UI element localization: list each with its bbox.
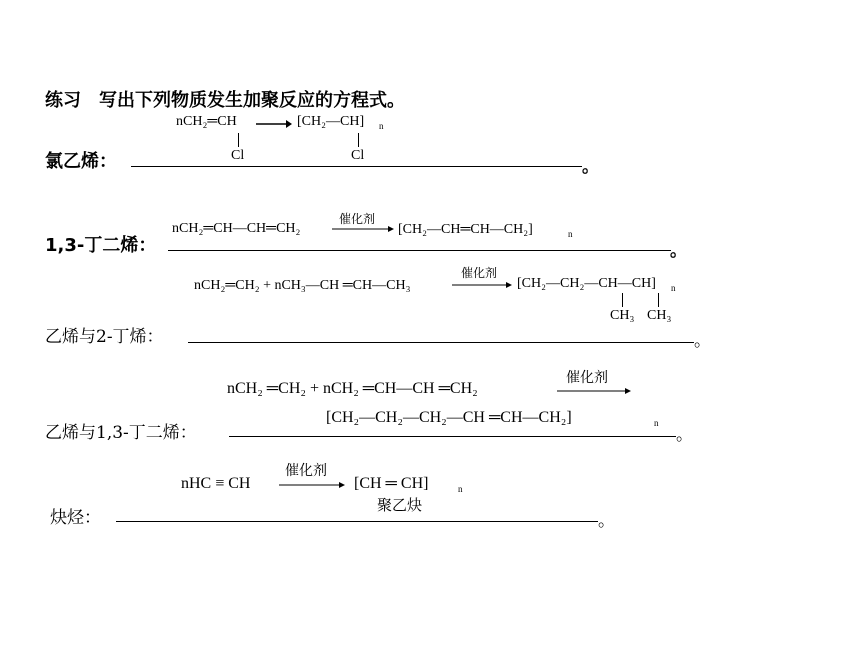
repeat-count: n bbox=[379, 121, 384, 131]
repeat-count: n bbox=[568, 229, 573, 239]
branch-bond bbox=[622, 293, 623, 307]
period: 。 bbox=[676, 425, 693, 445]
answer-line bbox=[229, 436, 676, 437]
methyl-branch-2: CH₃ bbox=[647, 308, 672, 323]
catalyst-label: 催化剂 bbox=[339, 212, 376, 226]
methyl-branch-1: CH₃ bbox=[610, 308, 635, 323]
ethylene-butadiene-reactant: nCH₂ ═CH₂ + nCH₂ ═CH—CH ═CH₂ bbox=[227, 380, 478, 397]
page-title: 练习 写出下列物质发生加聚反应的方程式。 bbox=[45, 90, 405, 111]
ethylene-butene-product: [CH₂—CH₂—CH—CH] bbox=[517, 276, 656, 291]
reaction-arrow-icon bbox=[452, 280, 512, 290]
butadiene-label: 1,3-丁二烯： bbox=[45, 235, 157, 256]
vinyl-chloride-reactant-substituent: Cl bbox=[231, 148, 245, 163]
vinyl-chloride-label: 氯乙烯： bbox=[45, 151, 117, 172]
product-bond bbox=[358, 133, 359, 147]
butadiene-product: [CH₂—CH═CH—CH₂] bbox=[398, 222, 533, 237]
repeat-count: n bbox=[654, 418, 659, 428]
reaction-arrow-icon bbox=[557, 386, 631, 396]
vinyl-chloride-product-substituent: Cl bbox=[351, 148, 365, 163]
branch-bond bbox=[658, 293, 659, 307]
reaction-arrow-icon bbox=[279, 480, 345, 490]
answer-line bbox=[116, 521, 598, 522]
ethylene-butadiene-product: [CH₂—CH₂—CH₂—CH ═CH—CH₂] bbox=[326, 409, 572, 426]
catalyst-label: 催化剂 bbox=[566, 370, 608, 386]
repeat-count: n bbox=[458, 484, 463, 494]
answer-line bbox=[168, 250, 671, 251]
answer-line bbox=[188, 342, 694, 343]
period: 。 bbox=[670, 241, 687, 261]
catalyst-label: 催化剂 bbox=[461, 266, 498, 280]
butadiene-reactant: nCH₂═CH—CH═CH₂ bbox=[172, 221, 301, 236]
vinyl-chloride-product: [CH₂—CH] bbox=[297, 114, 365, 129]
acetylene-product: [CH ═ CH] bbox=[354, 475, 429, 492]
ethylene-butene-label: 乙烯与2-丁烯： bbox=[45, 327, 164, 347]
period: 。 bbox=[694, 331, 711, 351]
period: 。 bbox=[582, 157, 599, 177]
reaction-arrow-icon bbox=[256, 118, 292, 130]
period: 。 bbox=[598, 511, 615, 531]
ethylene-butadiene-label: 乙烯与1,3-丁二烯： bbox=[45, 423, 197, 443]
acetylene-reactant: nHC ≡ CH bbox=[181, 475, 251, 492]
reactant-bond bbox=[238, 133, 239, 147]
repeat-count: n bbox=[671, 283, 676, 293]
catalyst-label: 催化剂 bbox=[285, 463, 327, 479]
polyacetylene-name: 聚乙炔 bbox=[377, 496, 423, 514]
vinyl-chloride-reactant: nCH₂═CH bbox=[176, 114, 237, 129]
reaction-arrow-icon bbox=[332, 224, 394, 234]
ethylene-butene-reactant: nCH₂═CH₂ + nCH₃—CH ═CH—CH₃ bbox=[194, 278, 411, 293]
alkyne-label: 炔烃： bbox=[50, 508, 101, 528]
answer-line bbox=[131, 166, 582, 167]
